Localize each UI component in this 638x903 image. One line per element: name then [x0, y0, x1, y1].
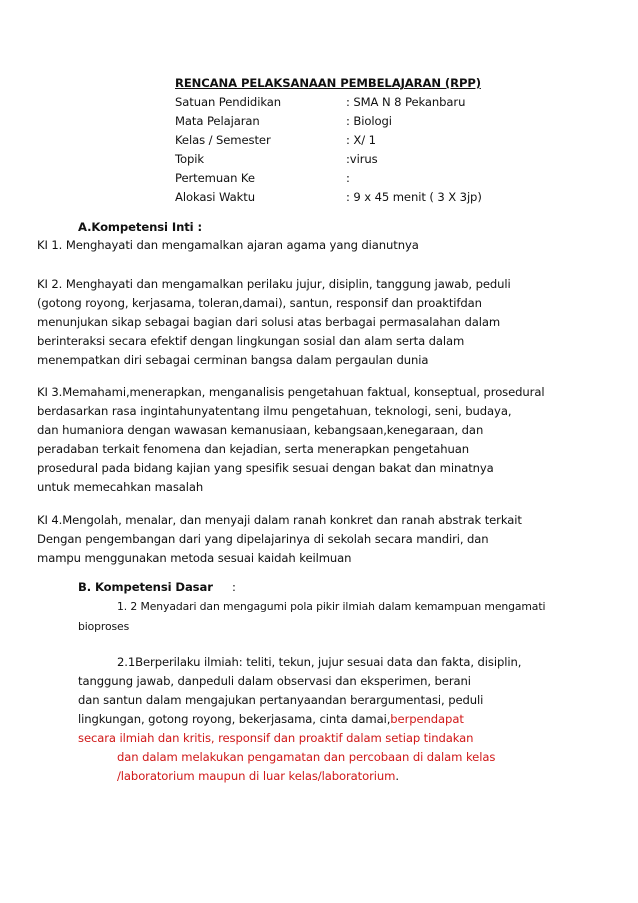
header-label-topik: Topik: [175, 152, 204, 166]
ki4-line: KI 4.Mengolah, menalar, dan menyaji dalam ranah konkret dan ranah abstrak terkait: [37, 513, 522, 527]
header-value-kelas: : X/ 1: [346, 133, 376, 147]
kd1-line: 1. 2 Menyadari dan mengagumi pola pikir ilmiah dalam kemampuan mengamati: [117, 600, 546, 613]
kd2-line: 2.1Berperilaku ilmiah: teliti, tekun, jujur sesuai data dan fakta, disiplin,: [117, 655, 522, 669]
ki4-line: Dengan pengembangan dari yang dipelajarinya di sekolah secara mandiri, dan: [37, 532, 489, 546]
ki1-line: KI 1. Menghayati dan mengamalkan ajaran agama yang dianutnya: [37, 238, 419, 252]
kd2-red-line: dan dalam melakukan pengamatan dan percobaan di dalam kelas: [117, 750, 496, 764]
section-heading-kompetensi-dasar: B. Kompetensi Dasar: [78, 580, 213, 594]
ki2-line: berinteraksi secara efektif dengan lingkungan sosial dan alam serta dalam: [37, 334, 465, 348]
kompetensi-dasar-colon: :: [232, 580, 236, 594]
ki3-line: berdasarkan rasa ingintahunyatentang ilmu pengetahuan, teknologi, seni, budaya,: [37, 404, 512, 418]
ki2-line: menempatkan diri sebagai cerminan bangsa dalam pergaulan dunia: [37, 353, 429, 367]
section-heading-kompetensi-inti: A.Kompetensi Inti :: [78, 220, 203, 234]
ki3-line: dan humaniora dengan wawasan kemanusiaan, kebangsaan,kenegaraan, dan: [37, 423, 484, 437]
kd2-red-text: berpendapat: [390, 712, 464, 726]
header-label-kelas: Kelas / Semester: [175, 133, 271, 147]
header-label-satuan: Satuan Pendidikan: [175, 95, 281, 109]
kd1-line: bioproses: [78, 620, 130, 633]
kd2-red-line: secara ilmiah dan kritis, responsif dan proaktif dalam setiap tindakan: [78, 731, 474, 745]
ki2-line: (gotong royong, kerjasama, toleran,damai), santun, responsif dan proaktifdan: [37, 296, 482, 310]
header-label-alokasi: Alokasi Waktu: [175, 190, 255, 204]
header-value-satuan: : SMA N 8 Pekanbaru: [346, 95, 466, 109]
ki3-line: peradaban terkait fenomena dan kejadian, serta menerapkan pengetahuan: [37, 442, 470, 456]
header-value-pertemuan: :: [346, 171, 350, 185]
header-value-mapel: : Biologi: [346, 114, 392, 128]
ki3-line: KI 3.Memahami,menerapkan, menganalisis pengetahuan faktual, konseptual, prosedural: [37, 385, 545, 399]
header-label-mapel: Mata Pelajaran: [175, 114, 260, 128]
kd2-line-mixed: [78, 712, 464, 726]
ki2-line: KI 2. Menghayati dan mengamalkan perilaku jujur, disiplin, tanggung jawab, peduli: [37, 277, 511, 291]
header-value-topik: :virus: [346, 152, 378, 166]
kd2-period: .: [395, 769, 399, 783]
ki2-line: menunjukan sikap sebagai bagian dari solusi atas berbagai permasalahan dalam: [37, 315, 501, 329]
document-title: RENCANA PELAKSANAAN PEMBELAJARAN (RPP): [175, 76, 481, 90]
kd2-red-text: /laboratorium maupun di luar kelas/laboratorium: [117, 769, 396, 783]
header-value-alokasi: : 9 x 45 menit ( 3 X 3jp): [346, 190, 482, 204]
kd2-line: tanggung jawab, danpeduli dalam observasi dan eksperimen, berani: [78, 674, 471, 688]
header-label-pertemuan: Pertemuan Ke: [175, 171, 255, 185]
ki4-line: mampu menggunakan metoda sesuai kaidah keilmuan: [37, 551, 352, 565]
kd2-black-text: lingkungan, gotong royong, bekerjasama, cinta damai,: [78, 712, 391, 726]
ki3-line: prosedural pada bidang kajian yang spesifik sesuai dengan bakat dan minatnya: [37, 461, 494, 475]
kd2-last-line: [117, 769, 399, 783]
ki3-line: untuk memecahkan masalah: [37, 480, 204, 494]
kd2-line: dan santun dalam mengajukan pertanyaandan berargumentasi, peduli: [78, 693, 484, 707]
